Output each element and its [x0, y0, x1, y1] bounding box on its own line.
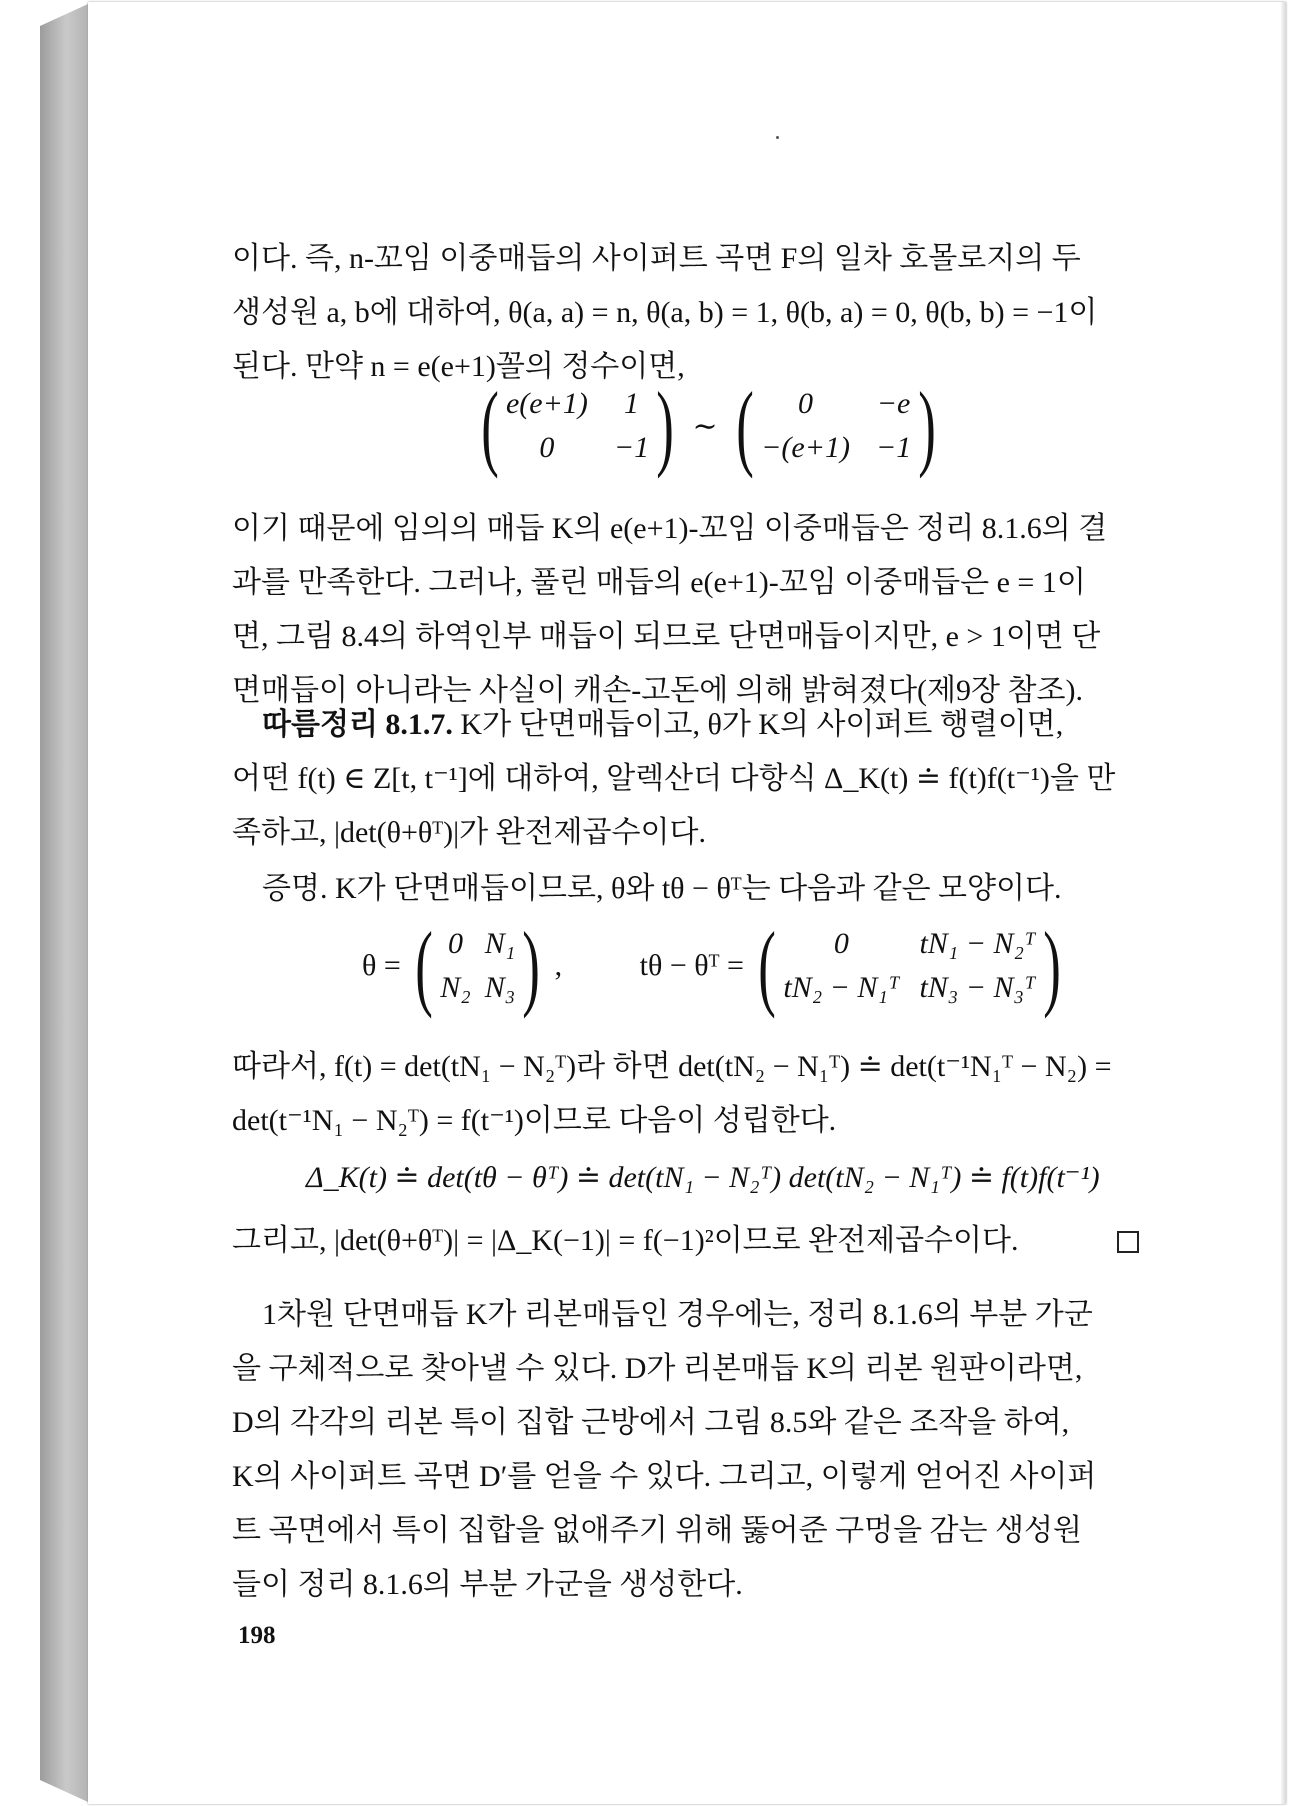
theta-matrix: ( 0 N₁ N₂ N₃ ) [415, 912, 540, 1019]
corollary-heading: 따름정리 8.1.7. [262, 708, 453, 741]
matrix-entry: 0 [539, 431, 555, 464]
text-line: 된다. 만약 n = e(e+1)꼴의 정수이면, [232, 350, 685, 383]
text-line: D의 각각의 리본 특이 집합 근방에서 그림 8.5와 같은 조작을 하여, [232, 1406, 1070, 1439]
page-number: 198 [238, 1622, 276, 1649]
paragraph-middle [232, 502, 1144, 718]
text-line: 1차원 단면매듭 K가 리본매듭인 경우에는, 정리 8.1.6의 부분 가군 [262, 1298, 1093, 1331]
equation-theta-matrices [362, 912, 1067, 1019]
matrix-entry: 0 [833, 927, 849, 960]
theta-label: θ = [362, 949, 401, 982]
matrix-entry: 0 [798, 387, 814, 420]
matrix-entry: tN₂ − N₁ᵀ [783, 971, 900, 1004]
corollary-line: 족하고, |det(θ+θᵀ)|가 완전제곱수이다. [232, 816, 706, 849]
matrix-entry: tN₁ − N₂ᵀ [919, 927, 1036, 960]
matrix-entry: tN₃ − N₃ᵀ [919, 971, 1036, 1004]
matrix-entry: N₂ [440, 971, 471, 1004]
text-line: 이기 때문에 임의의 매듭 K의 e(e+1)-꼬임 이중매듭은 정리 8.1.6의 결 [232, 512, 1108, 545]
matrix-entry: −1 [613, 431, 650, 464]
text-line: 과를 만족한다. 그러나, 풀린 매듭의 e(e+1)-꼬임 이중매듭은 e = 1이 [232, 566, 1086, 599]
matrix-entry: −1 [875, 431, 912, 464]
matrix-entry: −(e+1) [761, 431, 850, 464]
proof-conclusion [232, 1214, 1144, 1268]
similarity-symbol: ∼ [692, 409, 718, 443]
text-line: 따라서, f(t) = det(tN₁ − N₂ᵀ)라 하면 det(tN₂ − N₁ᵀ) ≐ det(t⁻¹N₁ᵀ − N₂) = [232, 1050, 1112, 1083]
text-line: 그리고, |det(θ+θᵀ)| = |Δ_K(−1)| = f(−1)²이므로 완전제곱수이다. [232, 1224, 1019, 1257]
corollary-block [232, 698, 1144, 860]
book-spine-edge [40, 4, 88, 1802]
t-theta-matrix: ( 0 tN₁ − N₂ᵀ tN₂ − N₁ᵀ tN₃ − N₃ᵀ ) [758, 912, 1061, 1019]
separator: , [554, 949, 563, 982]
text-line: 을 구체적으로 찾아낼 수 있다. D가 리본매듭 K의 리본 원판이라면, [232, 1352, 1083, 1385]
text-line: 생성원 a, b에 대하여, θ(a, a) = n, θ(a, b) = 1, θ(b, a) = 0, θ(b, b) = −1이 [232, 296, 1098, 329]
matrix-entry: N₁ [484, 927, 516, 960]
text-line: 들이 정리 8.1.6의 부분 가군을 생성한다. [232, 1568, 743, 1601]
equation-matrix-similarity [474, 372, 943, 479]
t-theta-label: tθ − θᵀ = [639, 949, 744, 982]
corollary-line: 어떤 f(t) ∈ Z[t, t⁻¹]에 대하여, 알렉산더 다항식 Δ_K(t) ≐ f(t)f(t⁻¹)을 만 [232, 762, 1116, 795]
proof-line: 증명. K가 단면매듭이므로, θ와 tθ − θᵀ는 다음과 같은 모양이다. [262, 872, 1062, 905]
matrix-entry: −e [876, 387, 911, 420]
matrix-left: ( e(e+1) 1 0 −1 ) [481, 372, 674, 479]
qed-box-icon [1117, 1231, 1139, 1253]
corollary-line [232, 698, 1144, 752]
text-line: 트 곡면에서 특이 집합을 없애주기 위해 뚫어준 구멍을 감는 생성원 [232, 1514, 1082, 1547]
speck [776, 136, 779, 139]
paragraph-derivation [232, 1040, 1144, 1148]
text-line: 이다. 즉, n-꼬임 이중매듭의 사이퍼트 곡면 F의 일차 호몰로지의 두 [232, 242, 1081, 275]
equation-alexander: Δ_K(t) ≐ det(tθ − θᵀ) ≐ det(tN₁ − N₂ᵀ) det(tN₂ − N₁ᵀ) ≐ f(t)f(t⁻¹) [306, 1161, 1100, 1194]
matrix-entry: 0 [447, 927, 463, 960]
paragraph-ribbon [232, 1288, 1144, 1612]
text-line: 면매듭이 아니라는 사실이 캐손-고돈에 의해 밝혀졌다(제9장 참조). [232, 674, 1083, 707]
matrix-entry: 1 [623, 387, 639, 420]
matrix-right: ( 0 −e −(e+1) −1 ) [736, 372, 936, 479]
corollary-text: K가 단면매듭이고, θ가 K의 사이퍼트 행렬이면, [452, 708, 1064, 741]
text-line: det(t⁻¹N₁ − N₂ᵀ) = f(t⁻¹)이므로 다음이 성립한다. [232, 1104, 837, 1137]
matrix-entry: N₃ [484, 971, 516, 1004]
text-line: K의 사이퍼트 곡면 D′를 얻을 수 있다. 그리고, 이렇게 얻어진 사이퍼 [232, 1460, 1097, 1493]
matrix-entry: e(e+1) [505, 387, 588, 420]
text-line: 면, 그림 8.4의 하역인부 매듭이 되므로 단면매듭이지만, e > 1이면 단 [232, 620, 1101, 653]
proof-start [232, 862, 1144, 916]
paragraph-intro [232, 232, 1144, 394]
